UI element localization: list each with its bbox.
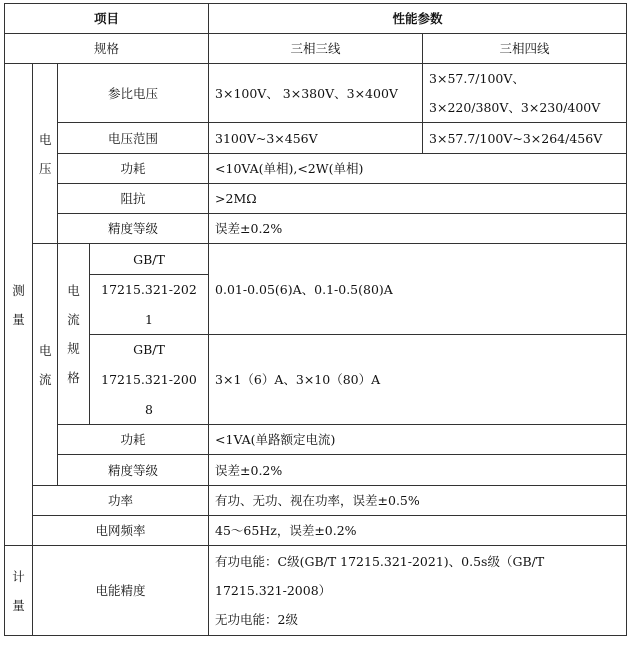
current-label-char: 流 — [39, 371, 52, 387]
voltage-accuracy-row — [5, 214, 627, 244]
current-spec-label-char: 电 — [67, 283, 80, 298]
voltage-label-char: 电 — [39, 131, 52, 147]
voltage-power-row — [5, 154, 627, 184]
current-label — [33, 244, 58, 486]
voltage-power-label: 功耗 — [58, 154, 209, 184]
energy-accuracy-line: 17215.321-2008） — [215, 583, 332, 598]
impedance-value: >2MΩ — [209, 184, 627, 214]
spec-row — [5, 34, 627, 64]
std-2008-value: 3×1（6）A、3×10（80）A — [209, 335, 627, 425]
voltage-label-char: 压 — [39, 160, 52, 176]
std-2021-value: 0.01-0.05(6)A、0.1-0.5(80)A — [209, 244, 627, 335]
measurement-label — [5, 64, 33, 546]
energy-accuracy-label: 电能精度 — [33, 546, 209, 636]
voltage-power-value: <10VA(单相),<2W(单相) — [209, 154, 627, 184]
voltage-range-label: 电压范围 — [58, 123, 209, 154]
ref-voltage-row — [5, 64, 627, 123]
current-2021-row — [5, 244, 627, 275]
current-power-row — [5, 425, 627, 455]
grid-frequency-value: 45～65Hz，误差±0.2% — [209, 516, 627, 546]
voltage-accuracy-value: 误差±0.2% — [209, 214, 627, 244]
spec-three-wire: 三相三线 — [209, 34, 423, 64]
metering-label — [5, 546, 33, 636]
current-spec-label-char: 规 — [67, 341, 80, 356]
spec-label: 规格 — [5, 34, 209, 64]
std-2008-line: GB/T — [90, 335, 209, 365]
std-2008-line: 17215.321-200 — [90, 365, 209, 395]
voltage-accuracy-label: 精度等级 — [58, 214, 209, 244]
spec-table — [4, 3, 627, 636]
current-spec-label-char: 流 — [67, 312, 80, 327]
grid-frequency-label: 电网频率 — [33, 516, 209, 546]
std-2021-line: 1 — [90, 305, 209, 335]
std-2021-line: 17215.321-202 — [90, 275, 209, 305]
measurement-label-char: 量 — [12, 311, 25, 327]
voltage-range-four-wire: 3×57.7/100V~3×264/456V — [423, 123, 627, 154]
metering-label-char: 计 — [12, 568, 25, 584]
current-accuracy-value: 误差±0.2% — [209, 455, 627, 486]
ref-voltage-three-wire: 3×100V、 3×380V、3×400V — [209, 64, 423, 123]
current-accuracy-row — [5, 455, 627, 486]
impedance-row — [5, 184, 627, 214]
impedance-label: 阻抗 — [58, 184, 209, 214]
voltage-range-three-wire: 3100V~3×456V — [209, 123, 423, 154]
current-power-value: <1VA(单路额定电流) — [209, 425, 627, 455]
voltage-label — [33, 64, 58, 244]
current-accuracy-label: 精度等级 — [58, 455, 209, 486]
voltage-range-row — [5, 123, 627, 154]
spec-four-wire: 三相四线 — [423, 34, 627, 64]
header-row — [5, 4, 627, 34]
std-2008-line: 8 — [90, 395, 209, 425]
energy-accuracy-row — [5, 546, 627, 636]
ref-voltage-four-wire: 3×57.7/100V、 3×220/380V、3×230/400V — [423, 64, 627, 123]
current-spec-label — [58, 244, 90, 425]
current-label-char: 电 — [39, 342, 52, 358]
current-power-label: 功耗 — [58, 425, 209, 455]
metering-label-char: 量 — [12, 597, 25, 613]
power-row — [5, 486, 627, 516]
current-spec-label-char: 格 — [67, 370, 80, 385]
header-performance: 性能参数 — [209, 4, 627, 34]
energy-accuracy-line: 无功电能：2级 — [215, 612, 298, 627]
energy-accuracy-value — [209, 546, 627, 636]
header-item: 项目 — [5, 4, 209, 34]
current-2008-row — [5, 335, 627, 365]
measurement-label-char: 测 — [12, 282, 25, 298]
ref-voltage-label: 参比电压 — [58, 64, 209, 123]
std-2021-line: GB/T — [90, 244, 209, 275]
power-label: 功率 — [33, 486, 209, 516]
energy-accuracy-line: 有功电能：C级(GB/T 17215.321-2021)、0.5s级（GB/T — [215, 554, 545, 569]
grid-frequency-row — [5, 516, 627, 546]
power-value: 有功、无功、视在功率，误差±0.5% — [209, 486, 627, 516]
